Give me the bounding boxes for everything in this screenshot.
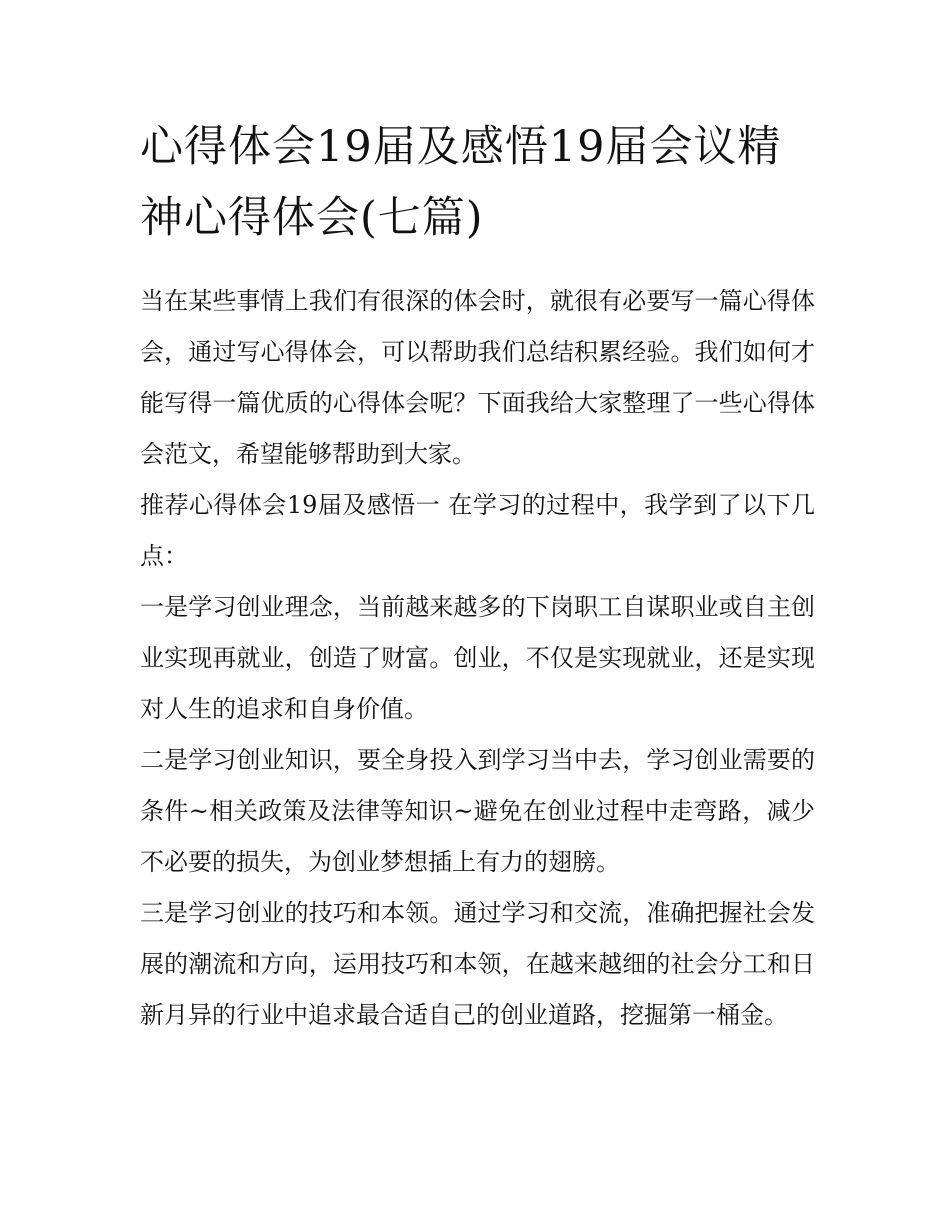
- paragraph-point-three: 三是学习创业的技巧和本领。通过学习和交流，准确把握社会发展的潮流和方向，运用技巧和本领，在越来越细的社会分工和日新月异的行业中追求最合适自己的创业道路，挖掘第一桶金。: [140, 899, 815, 1029]
- document-title: 心得体会19届及感悟19届会议精神心得体会(七篇): [140, 122, 782, 243]
- document-body: [140, 276, 815, 1041]
- paragraph-point-one: 一是学习创业理念，当前越来越多的下岗职工自谋职业或自主创业实现再就业，创造了财富。创业，不仅是实现就业，还是实现对人生的追求和自身价值。: [140, 593, 815, 723]
- paragraph-point-two: 二是学习创业知识，要全身投入到学习当中去，学习创业需要的条件~相关政策及法律等知识~避免在创业过程中走弯路，减少不必要的损失，为创业梦想插上有力的翅膀。: [140, 746, 815, 876]
- paragraph-recommend: 推荐心得体会19届及感悟一 在学习的过程中，我学到了以下几点：: [140, 491, 815, 570]
- paragraph-intro: 当在某些事情上我们有很深的体会时，就很有必要写一篇心得体会，通过写心得体会，可以帮助我们总结积累经验。我们如何才能写得一篇优质的心得体会呢？下面我给大家整理了一些心得体会范文，希望能够帮助到大家。: [140, 287, 815, 468]
